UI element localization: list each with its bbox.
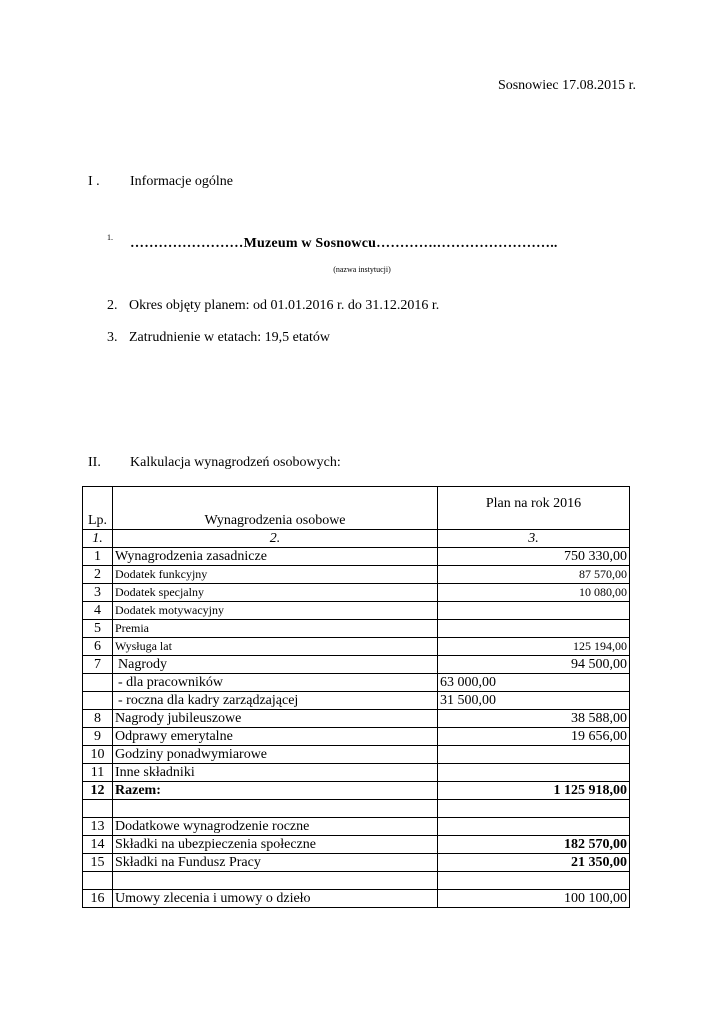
row-name	[113, 674, 438, 692]
table-header-row	[83, 487, 630, 530]
row-value: 38 588,00	[438, 710, 630, 728]
table-row	[83, 620, 630, 638]
table-row	[83, 656, 630, 674]
index-2: 2.	[113, 530, 438, 548]
row-name: Składki na ubezpieczenia społeczne	[113, 836, 438, 854]
row-name: Wysługa lat	[113, 638, 438, 656]
row-name: Razem:	[113, 782, 438, 800]
row-lp: 11	[83, 764, 113, 782]
row-name: Składki na Fundusz Pracy	[113, 854, 438, 872]
row-value	[438, 602, 630, 620]
item-2-plan-period	[107, 298, 439, 314]
row-value: 100 100,00	[438, 890, 630, 908]
table-row-sub	[83, 692, 630, 710]
row-lp: 6	[83, 638, 113, 656]
header-lp: Lp.	[83, 487, 113, 530]
row-name: Dodatek motywacyjny	[113, 602, 438, 620]
blank-cell	[113, 800, 438, 818]
institution-name-caption: (nazwa instytucji)	[333, 265, 391, 274]
header-plan: Plan na rok 2016	[438, 487, 630, 530]
row-name: Dodatkowe wynagrodzenie roczne	[113, 818, 438, 836]
row-lp: 10	[83, 746, 113, 764]
item-2-text: Okres objęty planem: od 01.01.2016 r. do 31.12.2016 r.	[129, 298, 440, 313]
row-lp: 15	[83, 854, 113, 872]
row-lp: 8	[83, 710, 113, 728]
item-3-number: 3.	[107, 330, 118, 345]
row-lp	[83, 692, 113, 710]
item-2-number: 2.	[107, 298, 118, 313]
salary-calculation-table	[82, 486, 630, 908]
table-blank-row	[83, 872, 630, 890]
row-value	[438, 746, 630, 764]
row-value: 182 570,00	[438, 836, 630, 854]
blank-cell	[83, 872, 113, 890]
row-name	[113, 692, 438, 710]
row-value: 125 194,00	[438, 638, 630, 656]
row-value	[438, 620, 630, 638]
row-value: 1 125 918,00	[438, 782, 630, 800]
row-lp: 2	[83, 566, 113, 584]
table-row	[83, 818, 630, 836]
blank-cell	[113, 872, 438, 890]
row-sub-value: 31 500,00	[438, 692, 630, 710]
section-1-title: Informacje ogólne	[130, 174, 234, 189]
row-name: Nagrody jubileuszowe	[113, 710, 438, 728]
table-row	[83, 854, 630, 872]
row-lp: 3	[83, 584, 113, 602]
row-name: Odprawy emerytalne	[113, 728, 438, 746]
table-row	[83, 710, 630, 728]
table-index-row	[83, 530, 630, 548]
row-value: 94 500,00	[438, 656, 630, 674]
row-name: Wynagrodzenia zasadnicze	[113, 548, 438, 566]
row-value: 750 330,00	[438, 548, 630, 566]
table-row	[83, 890, 630, 908]
row-lp	[83, 674, 113, 692]
row-value: 19 656,00	[438, 728, 630, 746]
row-name: Nagrody	[113, 656, 438, 674]
row-lp: 13	[83, 818, 113, 836]
row-value: 21 350,00	[438, 854, 630, 872]
index-1: 1.	[83, 530, 113, 548]
table-row-sub	[83, 674, 630, 692]
row-sub-value: 63 000,00	[438, 674, 630, 692]
item-1-marker: 1.	[107, 233, 113, 242]
row-value: 87 570,00	[438, 566, 630, 584]
table-row	[83, 584, 630, 602]
table-row	[83, 602, 630, 620]
table-row	[83, 638, 630, 656]
row-lp: 4	[83, 602, 113, 620]
row-name-text: - dla pracowników	[118, 675, 223, 690]
table-row	[83, 746, 630, 764]
section-2-number: II.	[88, 455, 101, 470]
document-date: Sosnowiec 17.08.2015 r.	[497, 78, 636, 93]
row-lp: 12	[83, 782, 113, 800]
table-row	[83, 764, 630, 782]
table-row-total	[83, 782, 630, 800]
row-name: Godziny ponadwymiarowe	[113, 746, 438, 764]
row-lp: 16	[83, 890, 113, 908]
table-row	[83, 836, 630, 854]
table-row	[83, 566, 630, 584]
row-value	[438, 764, 630, 782]
row-value: 10 080,00	[438, 584, 630, 602]
section-2-title: Kalkulacja wynagrodzeń osobowych:	[130, 455, 341, 470]
row-lp: 9	[83, 728, 113, 746]
table-blank-row	[83, 800, 630, 818]
section-1-number: I .	[88, 174, 100, 189]
header-name: Wynagrodzenia osobowe	[113, 487, 438, 530]
institution-name: ……………………Muzeum w Sosnowcu………….……………………..	[130, 236, 558, 251]
blank-cell	[438, 872, 630, 890]
row-name: Premia	[113, 620, 438, 638]
row-name-text: - roczna dla kadry zarządzającej	[118, 693, 299, 708]
index-3: 3.	[438, 530, 630, 548]
table-row	[83, 548, 630, 566]
blank-cell	[83, 800, 113, 818]
row-value	[438, 818, 630, 836]
blank-cell	[438, 800, 630, 818]
item-3-employment	[107, 330, 330, 346]
table-row	[83, 728, 630, 746]
row-lp: 5	[83, 620, 113, 638]
row-name: Dodatek funkcyjny	[113, 566, 438, 584]
row-name: Inne składniki	[113, 764, 438, 782]
row-lp: 7	[83, 656, 113, 674]
item-3-text: Zatrudnienie w etatach: 19,5 etatów	[129, 330, 330, 345]
row-name: Umowy zlecenia i umowy o dzieło	[113, 890, 438, 908]
row-lp: 1	[83, 548, 113, 566]
row-lp: 14	[83, 836, 113, 854]
row-name: Dodatek specjalny	[113, 584, 438, 602]
